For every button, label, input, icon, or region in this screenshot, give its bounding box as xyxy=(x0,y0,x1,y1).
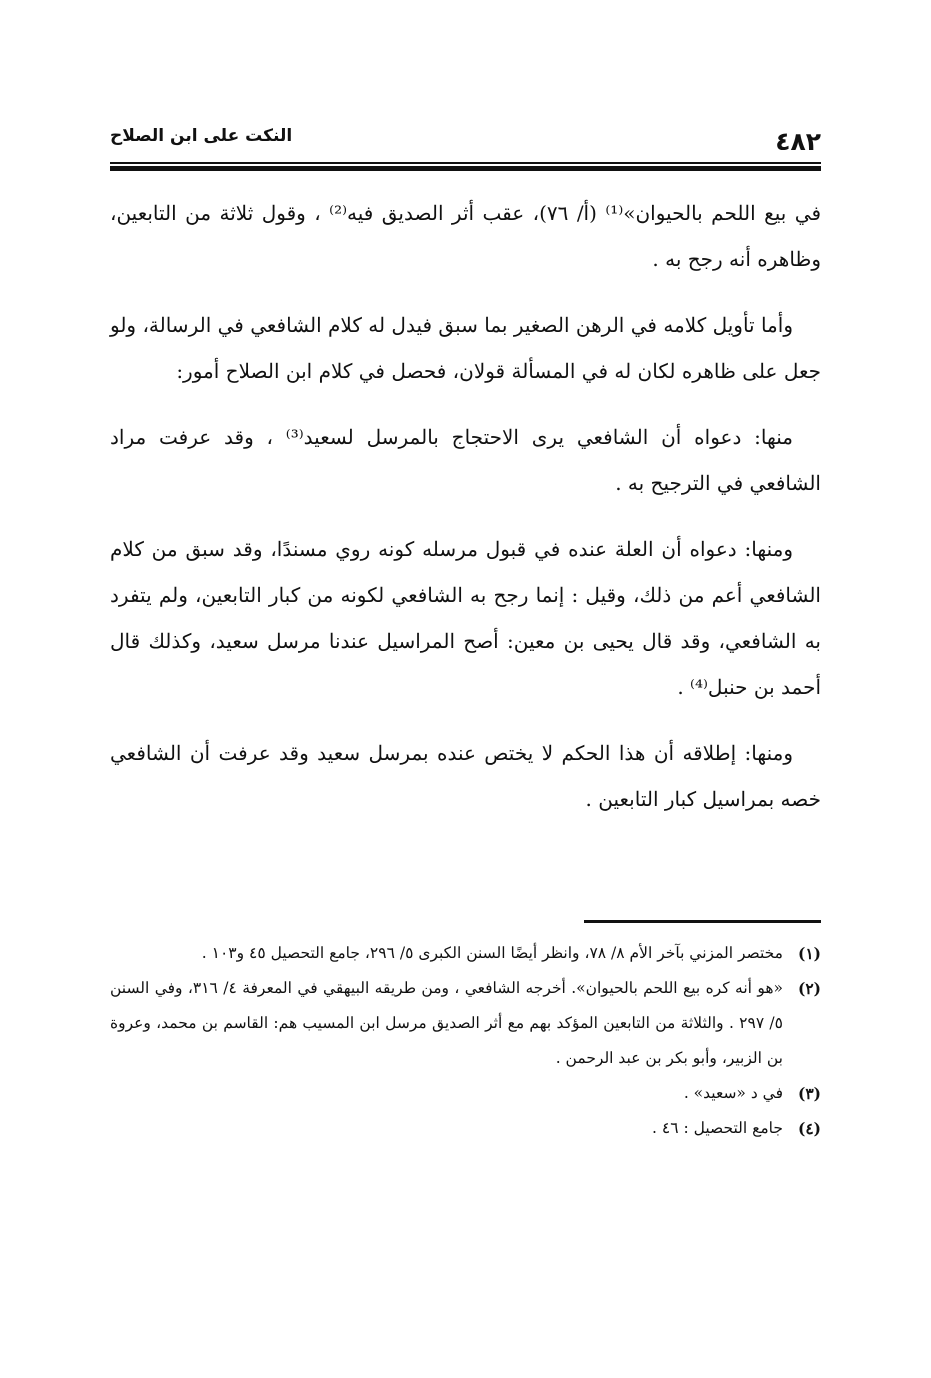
paragraph-2: وأما تأويل كلامه في الرهن الصغير بما سبق فيدل له كلام الشافعي في الرسالة، ولو جعل على ظاهره لكان له في المسألة قولان، فحصل في كلام ابن الصلاح أمور: xyxy=(110,313,821,383)
running-header xyxy=(110,118,821,158)
page-number: ٤٨٢ xyxy=(775,127,821,156)
book-title: النكت على ابن الصلاح xyxy=(110,126,293,146)
footnote-2 xyxy=(110,971,821,1076)
footnote-text: جامع التحصيل : ٤٦ . xyxy=(652,1119,783,1137)
footnote-1 xyxy=(110,936,821,971)
paragraph-3: منها: دعواه أن الشافعي يرى الاحتجاج بالمرسل لسعيد⁽³⁾ ، وقد عرفت مراد الشافعي في الترجيح به . xyxy=(110,425,821,495)
footnotes xyxy=(110,936,821,1146)
footnote-number: (١) xyxy=(797,944,821,963)
footnote-number: (٣) xyxy=(797,1084,821,1103)
footnote-number: (٢) xyxy=(797,979,821,998)
paragraph-5: ومنها: إطلاقه أن هذا الحكم لا يختص عنده بمرسل سعيد وقد عرفت أن الشافعي خصه بمراسيل كبار التابعين . xyxy=(110,741,821,811)
footnote-text: مختصر المزني بآخر الأم ٨/ ٧٨، وانظر أيضًا السنن الكبرى ٥/ ٢٩٦، جامع التحصيل ٤٥ و١٠٣ . xyxy=(201,944,783,962)
footnote-text: في د «سعيد» . xyxy=(683,1084,783,1102)
footnote-separator xyxy=(584,920,821,923)
main-text xyxy=(110,190,821,842)
paragraph-1: في بيع اللحم بالحيوان»⁽¹⁾ (أ/ ٧٦)، عقب أثر الصديق فيه⁽²⁾ ، وقول ثلاثة من التابعين، وظاهره أنه رجح به . xyxy=(110,201,822,271)
paragraph-4: ومنها: دعواه أن العلة عنده في قبول مرسله كونه روي مسندًا، وقد سبق من كلام الشافعي أعم من ذلك، وقيل : إنما رجح به الشافعي لكونه من كبار التابعين، ولم يتفرد به الشافعي، وقد قال يحيى بن معين: أصح المراسيل عندنا مرسل سعيد، وكذلك قال أحمد بن حنبل⁽⁴⁾ . xyxy=(110,537,821,699)
footnote-4 xyxy=(110,1111,821,1146)
header-rule-thick xyxy=(110,166,821,171)
footnote-number: (٤) xyxy=(797,1119,821,1138)
footnote-text: «هو أنه كره بيع اللحم بالحيوان». أخرجه الشافعي ، ومن طريقه البيهقي في المعرفة ٤/ ٣١٦، وفي السنن ٥/ ٢٩٧ . والثلاثة من التابعين المؤكد بهم مع أثر الصديق مرسل ابن المسيب هم: القاسم بن محمد، وعروة بن الزبير، وأبو بكر بن عبد الرحمن . xyxy=(110,979,783,1067)
header-rule-thin xyxy=(110,162,821,164)
footnote-3 xyxy=(110,1076,821,1111)
